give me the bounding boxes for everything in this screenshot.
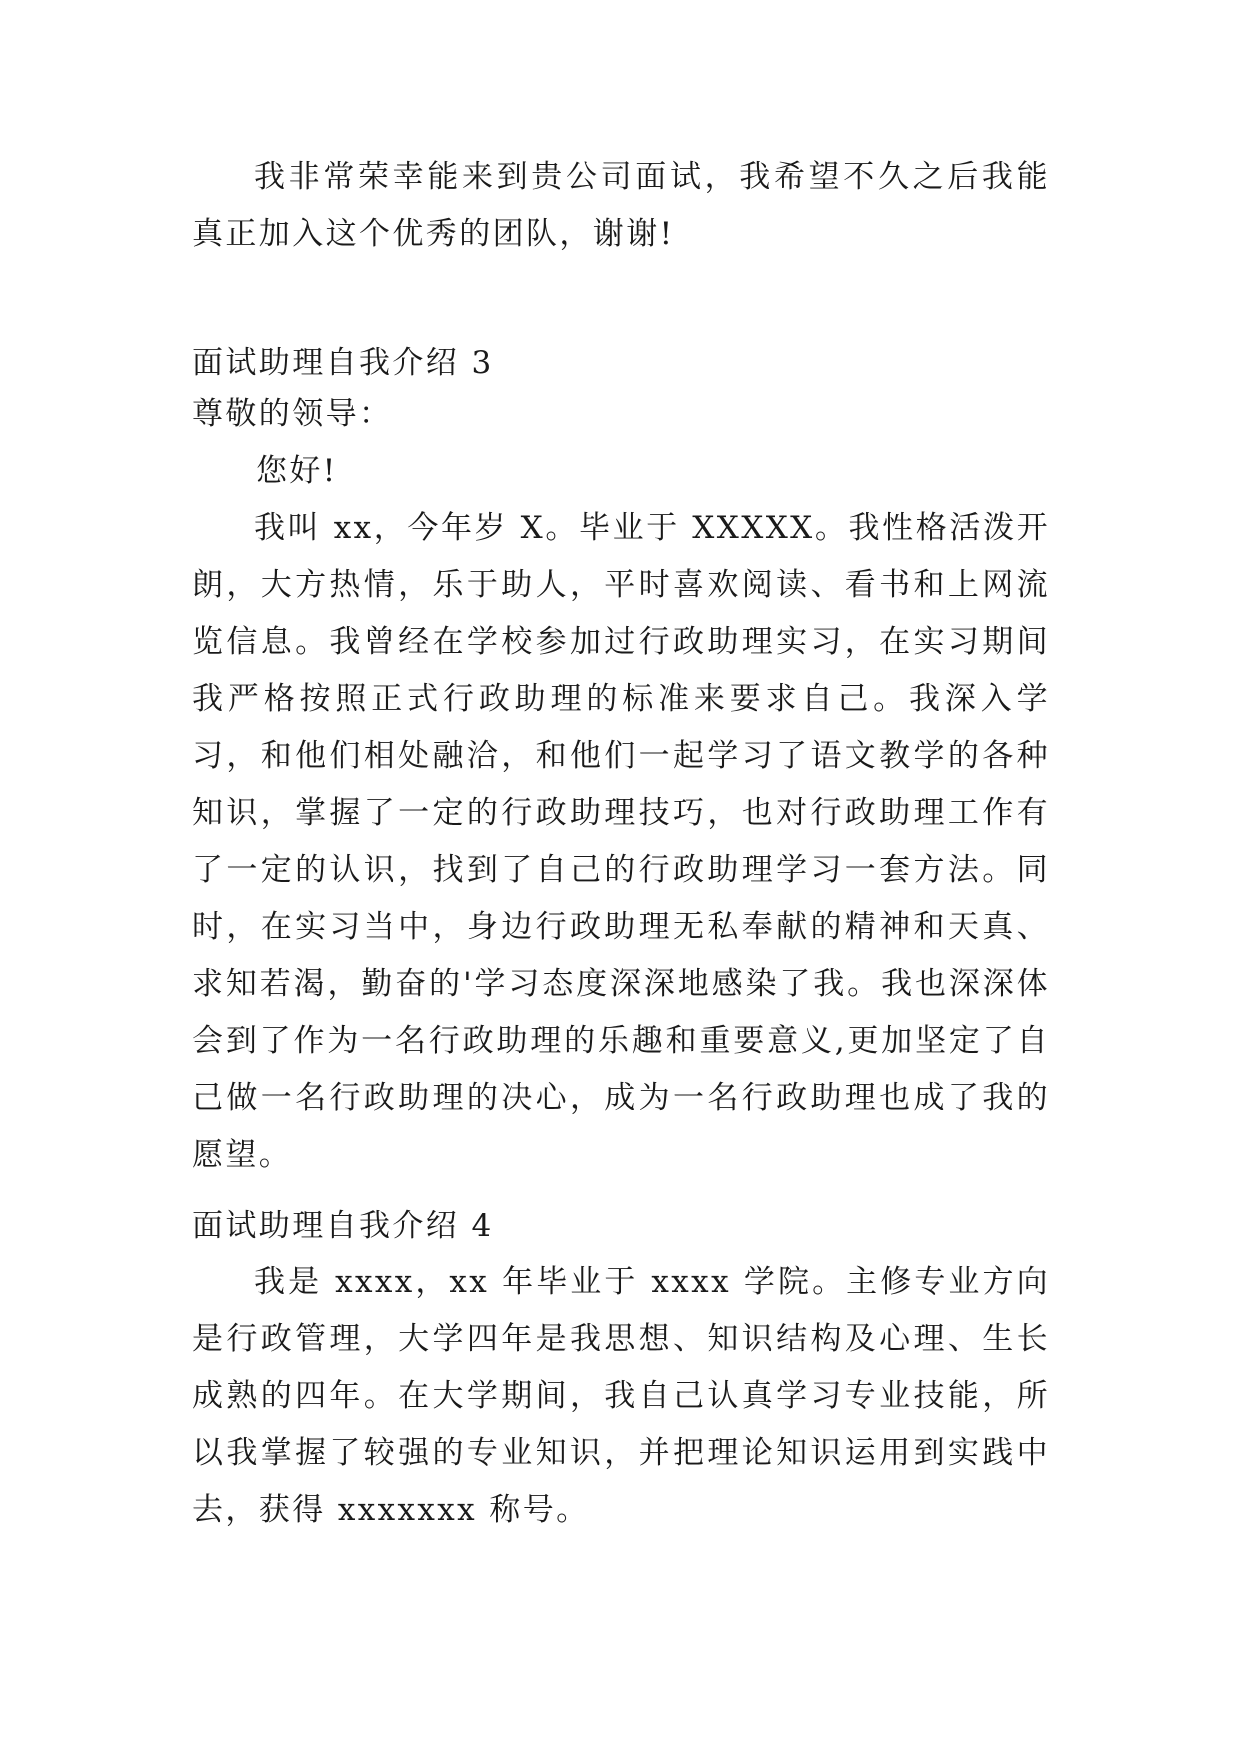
greeting: 您好! [256, 453, 338, 489]
salutation: 尊敬的领导： [192, 396, 393, 432]
section-4-title: 面试助理自我介绍 4 [192, 1208, 494, 1244]
section-3-body: 我叫 xx，今年岁 X。毕业于 XXXXX。我性格活泼开朗，大方热情，乐于助人，平时喜欢阅读、看书和上网流览信息。我曾经在学校参加过行政助理实习，在实习期间我严格按照正式行政助理的标准来要求自己。我深入学习，和他们相处融洽，和他们一起学习了语文教学的各种知识，掌握了一定的行政助理技巧，也对行政助理工作有了一定的认识，找到了自己的行政助理学习一套方法。同时，在实习当中，身边行政助理无私奉献的精神和天真、求知若渴，勤奋的'学习态度深深地感染了我。我也深深体会到了作为一名行政助理的乐趣和重要意义,更加坚定了自己做一名行政助理的决心，成为一名行政助理也成了我的愿望。 [192, 510, 1050, 1173]
section-3-title: 面试助理自我介绍 3 [192, 345, 494, 381]
closing-paragraph: 我非常荣幸能来到贵公司面试，我希望不久之后我能真正加入这个优秀的团队，谢谢! [192, 159, 1050, 252]
section-4-body: 我是 xxxx，xx 年毕业于 xxxx 学院。主修专业方向是行政管理，大学四年是我思想、知识结构及心理、生长成熟的四年。在大学期间，我自己认真学习专业技能，所以我掌握了较强的专业知识，并把理论知识运用到实践中去，获得 xxxxxxx 称号。 [192, 1264, 1050, 1528]
